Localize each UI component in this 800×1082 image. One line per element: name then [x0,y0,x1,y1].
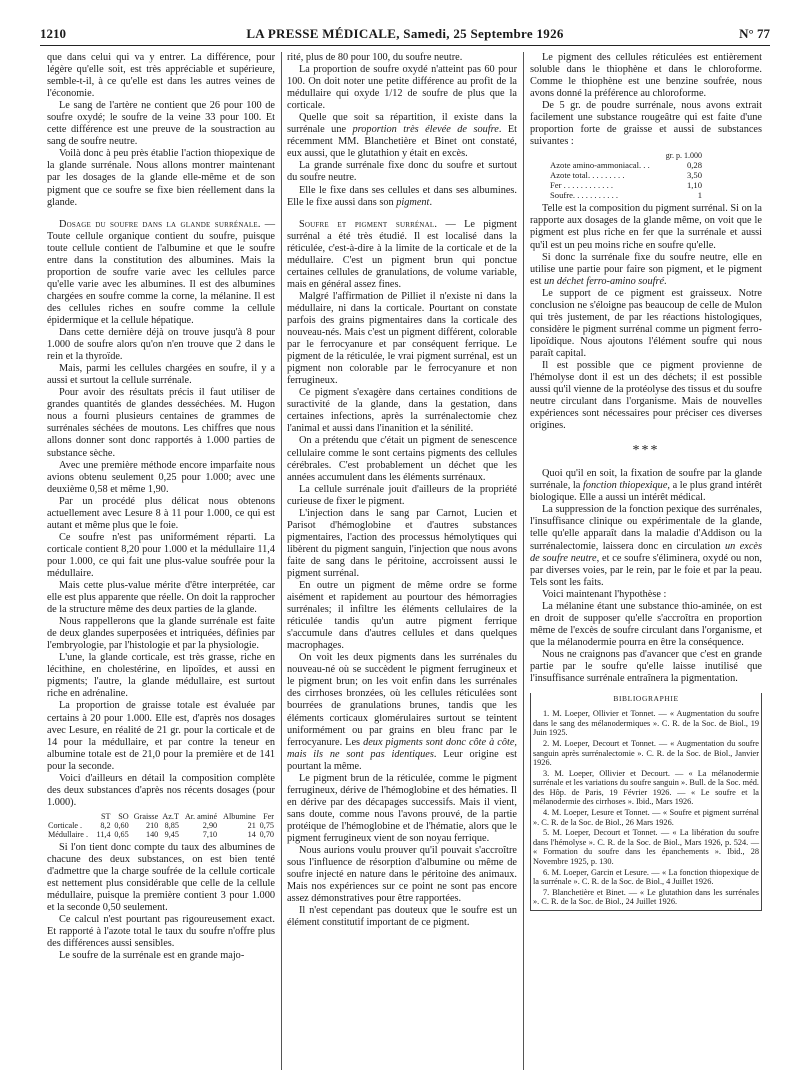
table-header: Graisse [133,811,159,821]
paragraph: L'une, la glande corticale, est très grasse, riche en lécithine, en cholestérine, en lipoïdes, et aussi en pigments; l'autre, la glande médullaire, est surtout riche en adrénaline. [47,652,275,700]
paragraph: Le pigment brun de la réticulée, comme le pigment ferrugineux, dérive de l'hémoglobine et des hématies. Il en dérive par des décapages successifs. Mais il vient, sans doute, comme nous l'avons prouvé, de la partie protéique de l'hémoglobine et de l'hématie, alors que le pigment ferrugineux vient de son noyau ferrique. [287,772,517,844]
emphasis: un excès de soufre neutre [530,540,762,564]
analysis-row [550,191,762,201]
table-header: Ar. aminé [184,811,218,821]
table-header: Fer [263,811,274,821]
page-header [40,26,770,44]
paragraph: De 5 gr. de poudre surrénale, nous avons extrait facilement une substance rougeâtre qui est faite d'une proportion forte de graisse et aussi de substances suivantes : [530,100,762,148]
paragraph: Le pigment des cellules réticulées est entièrement soluble dans le thiophène et dans le chloroforme. Comme le thiophène est une benzine soufrée, nous avons donné la préférence au chloroforme. [530,52,762,100]
analysis-header: gr. p. 1.000 [665,151,702,161]
table-cell: Médullaire . [48,829,89,839]
analysis-value: 0,28 [686,160,702,171]
table-cell: 0,65 [114,829,129,839]
paragraph-text: Quoi qu'il en soit, la fixation de soufre par la glande surrénale, la [530,468,762,492]
table-cell: 7,10 [202,829,218,839]
table-cell: 0,75 [259,820,274,830]
table-header-row [47,812,275,821]
table-cell: 8,85 [164,820,179,830]
table-header: SO [118,811,129,821]
paragraph-text: Si donc la surrénale fixe du soufre neutre, elle en utilise une partie pour faire son pigment, et le pigment est [530,251,762,287]
bibliography-entry: 4. M. Loeper, Lesure et Tonnet. — « Soufre et pigment surrénal ». C. R. de la Soc. de Biol., 26 Mars 1926. [533,808,759,827]
bibliography-entry: 7. Blanchetière et Binet. — « Le glutathion dans les surrénales ». C. R. de la Soc. de Biol., 24 Juillet 1926. [533,887,759,907]
paragraph [530,252,762,288]
bibliography-entry: 6. M. Loeper, Garcin et Lesure. — « La fonction thiopexique de la surrénale ». C. R. de la Soc. de Biol., 4 Juillet 1926. [533,867,759,887]
paragraph-text: . Et récemment MM. Blanchetière et Binet ont constaté, eux aussi, que le glutathion y était en excès. [287,124,517,160]
emphasis: fonction thiopexique [583,480,668,492]
table-row [47,830,275,839]
paragraph: On a prétendu que c'était un pigment de senescence cellulaire comme le sont certains pigments des cellules cérébrales. C'est probablement un déchet que les années accumulent dans les éléments surrénaux. [287,435,517,483]
table-cell: 0,70 [259,829,274,839]
bibliography-entry: 1. M. Loeper, Ollivier et Tonnet. — « Augmentation du soufre dans le sang des mélanodermiques ». C. R. de la Soc. de Biol., 19 Juin 1925. [533,709,759,738]
bibliography-box [530,693,762,911]
bibliography-list [533,709,759,907]
paragraph [287,185,517,209]
bibliography-entry: 2. M. Loeper, Decourt et Tonnet. — « Augmentation du soufre sanguin après surrénalectomie ». C. R. de la Soc. de Biol., Janvier 1926. [533,738,759,768]
table-cell: 14 [247,829,256,839]
column-2 [287,52,517,929]
issue-number: N° 77 [739,26,770,41]
paragraph-text: . [664,275,667,287]
paragraph: Voilà donc à peu près établie l'action thiopexique de la glande surrénale. Nous allons montrer maintenant par les dosages de la glande elle-même et de son pigment que ce soufre se fixe bien réellement dans la glande. [47,148,275,208]
paragraph: Ce soufre n'est pas uniformément réparti. La corticale contient 8,20 pour 1.000 et la médullaire 11,4 pour 1.000, ce qui fait une plus-value soufrée pour la médullaire. [47,531,275,579]
paragraph: Nous rappellerons que la glande surrénale est faite de deux glandes superposées et intriquées, définies par l'embryologie, par l'histologie et par la physiologie. [47,616,275,652]
paragraph: Nous aurions voulu prouver qu'il pouvait s'accroître sous l'influence de résorption d'albumine ou même de soufre injecté en nature dans le péritoine des animaux. Mais nos expériences sur ce point ne sont pas encore assez démonstratives pour être rapportées. [287,845,517,905]
paragraph: Malgré l'affirmation de Pilliet il n'existe ni dans la médullaire, ni dans la corticale. Pourtant on constate parfois des grains pigmentaires dans la corticale des nouveau-nés. Mais c'est un pigment différent, colorable par le ferrocyanure et par conséquent ferrique. Le pigment de la réticulée, le vrai pigment surrénal, est un pigment non colorable par le ferrocyanure et non ferrugineux. [287,290,517,387]
column-divider [523,52,524,1070]
paragraph: En outre un pigment de même ordre se forme aisément et rapidement au pourtour des hémorragies surrénales; il infiltre les éléments cellulaires de la réticulée tandis qu'un autre pigment ferrique s'accumule dans d'autres cellules et dans quelques macrophages. [287,580,517,652]
paragraph: Mais, parmi les cellules chargées en soufre, il y a aussi et surtout la cellule surrénale. [47,363,275,387]
table-cell: 140 [145,829,159,839]
table-cell: 8,2 [100,820,111,830]
paragraph: La cellule surrénale jouit d'ailleurs de la propriété curieuse de fixer le pigment. [287,483,517,507]
paragraph: Dans cette dernière déjà on trouve jusqu'à 8 pour 1.000 de soufre alors qu'on n'en trouve que 2 dans le rein et la thyroïde. [47,327,275,363]
column-1 [47,52,275,962]
paragraph: La proportion de graisse totale est évaluée par certains à 20 pour 1.000. Elle est, d'après nos dosages avec Lesure, en réalité de 21 gr. pour la corticale et de 14 pour la médullaire, et par contre la teneur en albumine totale est de 21,0 pour la première et de 141 pour la seconde. [47,700,275,772]
paragraph: que dans celui qui va y entrer. La différence, pour légère qu'elle soit, est très appréciable et supérieure, semble-t-il, à ce qu'elle est dans les autres veines de l'économie. [47,52,275,100]
section-separator-asterisks: *** [632,443,660,459]
analysis-value: 1,10 [686,179,702,190]
paragraph: Par un procédé plus délicat nous obtenons actuellement avec Lesure 8 à 11 pour 1.000, ce qui est autant et même plus que le foie. [47,495,275,531]
page-number: 1210 [40,26,66,41]
paragraph-text: , a le plus grand intérêt biologique. Elle a aussi un intérêt médical. [530,480,763,504]
paragraph: La proportion de soufre oxydé n'atteint pas 60 pour 100. On doit noter une petite différence au profit de la médullaire qui oxyde 1/12 de soufre de plus que la corticale. [287,64,517,112]
journal-title: LA PRESSE MÉDICALE, Samedi, 25 Septembre 1926 [246,26,564,41]
paragraph: Nous ne craignons pas d'avancer que c'est en grande partie par le soufre qu'elle laisse inutilisé que l'insuffisance surrénale entraînera la pigmentation. [530,648,762,685]
table-cell: 0,60 [114,820,129,830]
table-cell: 210 [145,820,159,830]
paragraph-text: Elle le fixe dans ses cellules et dans ses albumines. Elle le fixe aussi dans son [287,184,517,208]
bibliography-title: BIBLIOGRAPHIE [613,694,679,704]
table-cell: 21 [247,820,256,830]
emphasis: proportion très élevée de soufre [352,124,499,136]
bibliography-entry: 3. M. Loeper, Ollivier et Decourt. — « La mélanodermie surrénale et les variations du soufre sanguin ». Bull. de la Soc. méd. des Hôp. de Paris, 19 Février 1926. — « Le soufre et la mélanodermie des cirrhoses ». Ibid., Mars 1926. [533,768,759,807]
section-paragraph [287,219,517,291]
analysis-value: 1 [697,189,702,200]
paragraph-text: — Le pigment surrénal a été très étudié. Il est localisé dans la réticulée, c'est-à-dire à la limite de la corticale et de la médullaire. C'est un pigment brun qui ponctue certaines cellules de granulations, de volume variable, mais en général assez fines. [287,218,517,290]
paragraph-text: On voit les deux pigments dans les surrénales du nouveau-né où se succèdent le pigment ferrugineux et le pigment brun; on les voit enfin dans les surrénales des cirrhoses bronzées, où les cellules réticulées sont bourrées de granulations brunes, tandis que les éléments corticaux glomérulaires surtout se teintent uniformément ou par grains en bleu franc par le ferrocyanure. Les [287,652,517,748]
table-header: Az.T [162,811,179,821]
section-title: Dosage du soufre dans la glande surrénale. [59,218,261,230]
table-header [47,812,94,821]
table-cell: Corticale . [48,820,83,830]
emphasis: un déchet ferro-amino soufré [544,275,665,287]
paragraph: Telle est la composition du pigment surrénal. Si on la rapporte aux dosages de la glande même, on voit que le pigment est plus riche en fer que la surrénale et aussi qu'il est un peu moins riche en soufre qu'elle. [530,203,762,251]
bibliography-entry: 5. M. Loeper, Decourt et Tonnet. — « La libération du soufre dans l'hémolyse ». C. R. de la Soc. de Biol., Mars 1926, p. 524. — « Formation du soufre dans les épanchements ». Ibid., 28 Novembre 1925, p. 130. [533,828,759,867]
paragraph-text: . [429,196,433,208]
analysis-label: Azote total. . . . . . . . . [550,169,625,180]
paragraph: Le support de ce pigment est graisseux. Notre conclusion ne s'éloigne pas beaucoup de celle de Mulon qui très justement, de par les réactions histologiques, considère le pigment surrénal comme un pigment ferro-lipoïdique. Nous ajoutons l'élément soufre qui nous paraît capital. [530,287,762,359]
table-row [47,821,275,830]
paragraph-text: Quelle que soit sa répartition, il existe dans la surrénale une [287,112,517,136]
paragraph: Il est possible que ce pigment provienne de l'hémolyse dont il est un des déchets; il est possible aussi qu'il vienne de la protéolyse des tissus et du soufre neutre circulant dans l'organisme. Mais de nouvelles expériences sont nécessaires pour préciser ces diverses origines. [530,359,762,432]
analysis-label: Fer . . . . . . . . . . . . [550,179,614,190]
analysis-value: 3,50 [686,169,702,180]
section-paragraph [47,219,275,327]
paragraph-text: . Leur origine est pourtant la même. [287,748,517,772]
paragraph: Mais cette plus-value mérite d'être interprétée, car elle est plus apparente que réelle. On doit la rapprocher de la structure même des deux parties de la glande. [47,580,275,616]
paragraph [530,468,762,504]
analysis-label: Soufre. . . . . . . . . . . [550,189,619,200]
paragraph-text: La suppression de la fonction pexique des surrénales, l'insuffisance clinique ou expérimentale de la glande, telle qu'elle apparaît dans la maladie d'Addison ou la surrénalectomie, laissera donc en circulation [530,504,762,552]
column-3 [530,52,762,911]
paragraph: Ce pigment s'exagère dans certaines conditions de suractivité de la glande, dans la gestation, dans certaines infections, après la surrénalectomie chez l'animal et aussi dans l'inanition et la sénilité. [287,387,517,435]
paragraph [287,652,517,772]
paragraph: Voici d'ailleurs en détail la composition complète des deux substances d'après nos récents dosages (pour 1.000). [47,772,275,808]
table-cell: 2,90 [202,820,218,830]
paragraph: Il n'est cependant pas douteux que le soufre est un élément constitutif important de ce pigment. [287,905,517,929]
section-title: Soufre et pigment surrénal. [299,218,438,230]
analysis-table [550,151,762,200]
emphasis: deux pigments sont donc côte à côte, mais ils ne sont pas identiques [287,736,517,760]
paragraph: La mélanine étant une substance thio-aminée, on est en droit de supposer qu'elle s'accroîtra en proportion même de l'excès de soufre circulant dans l'organisme, et que la mélanodermie pourra en être la conséquence. [530,600,762,648]
paragraph: Le soufre de la surrénale est en grande majo- [59,950,245,962]
paragraph: La grande surrénale fixe donc du soufre et surtout du soufre neutre. [287,160,517,184]
paragraph [287,112,517,160]
paragraph: Avec une première méthode encore imparfaite nous avions obtenu seulement 0,25 pour 1.000; avec une deuxième 0,58 et même 1,90. [47,459,275,495]
header-rule [40,45,770,46]
paragraph: Pour avoir des résultats précis il faut utiliser de grandes quantités de glandes desséchées. M. Hugon nous a fourni plusieurs centaines de grammes de surrénales séchées de moutons. Les chiffres que nous allons donner sont donc rapportés à 1.000 parties de substance sèche. [47,387,275,459]
paragraph: Si l'on tient donc compte du taux des albumines de chacune des deux substances, on est bien tenté d'admettre que la charge soufrée de la cellule corticale est nettement plus considérable que celle de la cellule médullaire, puisque la première contient 3 pour 1.000 et la seconde 0,50 seulement. [47,841,275,914]
paragraph [530,504,762,588]
paragraph: L'injection dans le sang par Carnot, Lucien et Parisot d'hémoglobine et d'autres substances pigmentaires, l'action des processus hémolytiques qui libèrent du pigment sanguin, l'injection que nous avons faite de sang dans le péritoine, accroissent aussi le pigment surrénal. [287,507,517,579]
table-cell: 11,4 [96,829,111,839]
paragraph: Voici maintenant l'hypothèse : [542,588,667,600]
table-header: ST [101,811,111,821]
table-header: Albumine [223,811,256,821]
paragraph: Le sang de l'artère ne contient que 26 pour 100 de soufre oxydé; le soufre de la veine 33 pour 100. Et cette différence est une preuve de la soustraction au sang de soufre neutre. [47,100,275,148]
paragraph: Ce calcul n'est pourtant pas rigoureusement exact. Et rapporté à l'azote total le taux du soufre n'offre plus des différences aussi sensibles. [47,914,275,950]
column-divider [281,52,282,1070]
emphasis: pigment [396,196,430,208]
table-cell: 9,45 [164,829,179,839]
analysis-label: Azote amino-ammoniacal. . . [550,160,650,171]
paragraph: rité, plus de 80 pour 100, du soufre neutre. [287,52,463,63]
composition-table [47,812,275,839]
paragraph-text: — Toute cellule organique contient du soufre, puisque toute cellule contient de l'albumine et que le soufre entre dans la constitution des albumines. Mais la proportion de soufre varie avec les cellules parce qu'elle varie avec les albumines. Il est des albumines chargées en soufre comme la corne, la mélanine. Il est des cellules riches en soufre comme la cellule épidermique et la cellule hépatique. [47,218,275,326]
paragraph-text: , et ce soufre s'éliminera, oxydé ou non, par diverses voies, par le rein, par le foie et par la peau. Tels sont les faits. [530,552,762,588]
